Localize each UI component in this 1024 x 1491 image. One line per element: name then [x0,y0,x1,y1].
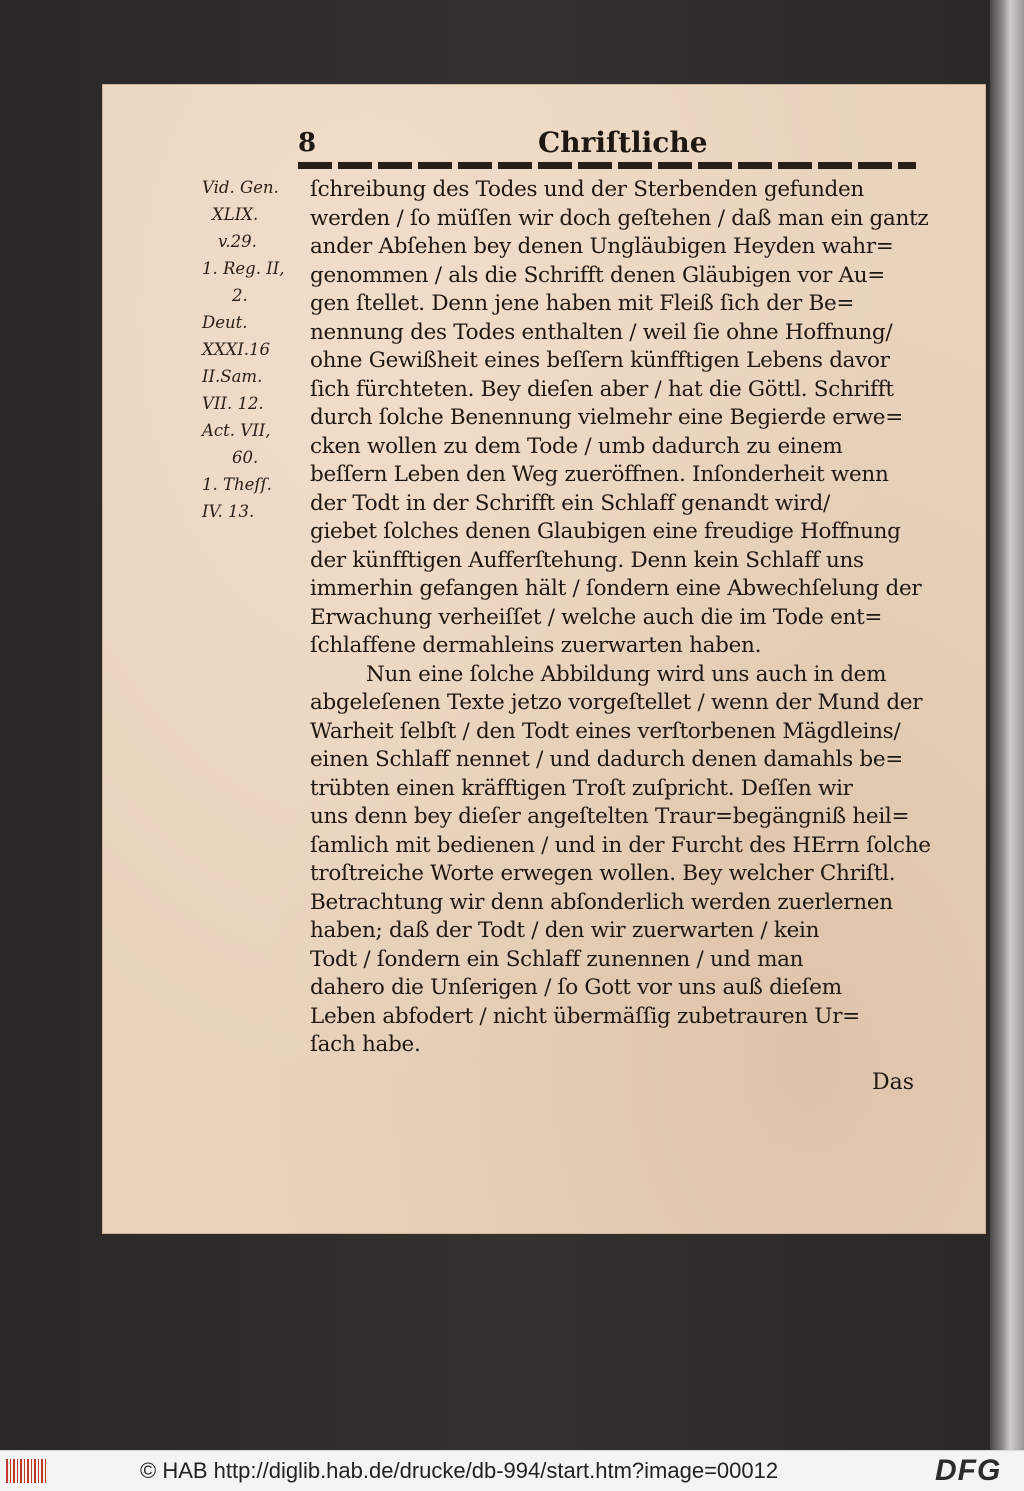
margin-note: 60. [232,448,259,467]
copyright-link[interactable]: © HAB http://diglib.hab.de/drucke/db-994/start.htm?image=00012 [140,1458,779,1483]
text-line: immerhin gefangen hält / ſondern eine Abwechſelung der [310,576,922,601]
text-line: ſamlich mit bedienen / und in der Furcht des HErrn ſolche [310,832,931,858]
margin-note: XLIX. [212,205,259,224]
margin-note: 2. [232,286,248,305]
text-line: giebet ſolches denen Glaubigen eine freudige Hoffnung [310,519,901,544]
text-line: ſach habe. [310,1032,421,1057]
text-line: ſchreibung des Todes und der Sterbenden gefunden [310,177,864,202]
text-line: Betrachtung wir denn abſonderlich werden zuerlernen [310,889,893,915]
margin-note: Deut. [202,313,248,332]
page-header [298,126,938,172]
margin-note: 1. Reg. II, [202,259,285,278]
margin-note: IV. 13. [202,502,255,521]
text-line: trübten einen kräfftigen Troſt zuſpricht. Deſſen wir [310,775,853,801]
text-line: gen ſtellet. Denn jene haben mit Fleiß ſich der Be= [310,291,855,316]
text-line: durch ſolche Benennung vielmehr eine Begierde erwe= [310,405,903,430]
text-line: dahero die Unſerigen / ſo Gott vor uns auß dieſem [310,975,842,1000]
page-number: 8 [298,128,317,158]
text-line: Todt / ſondern ein Schlaff zunennen / und man [310,946,804,972]
book-page [102,84,986,1234]
text-line: Warheit ſelbſt / den Todt eines verſtorbenen Mägdleins/ [310,718,901,744]
margin-notes [202,174,302,525]
text-line: Nun eine ſolche Abbildung wird uns auch in dem [366,661,887,687]
catchword: Das [872,1070,915,1095]
text-line: einen Schlaff nennet / und dadurch denen damahls be= [310,747,903,772]
text-line: der künfftigen Aufferſtehung. Denn kein Schlaff uns [310,547,864,573]
text-line: ander Abſehen bey denen Ungläubigen Heyden wahr= [310,234,894,259]
text-line: genommen / als die Schrifft denen Gläubigen vor Au= [310,262,886,288]
dfg-logo: DFG [935,1454,1002,1487]
margin-note: v.29. [218,232,257,251]
text-line: uns denn bey dieſer angeſtelten Traur=begängniß heil= [310,804,910,829]
margin-note: Act. VII, [202,421,271,440]
text-line: Leben abfodert / nicht übermäſſig zubetrauren Ur= [310,1003,860,1029]
text-line: werden / ſo müſſen wir doch geſtehen / daß man ein gantz [310,205,929,231]
header-rule [298,162,916,169]
book-edge [990,0,1024,1450]
text-line: haben; daß der Todt / den wir zuerwarten / kein [310,918,820,943]
running-head: Chriſtliche [538,126,708,159]
text-line: Erwachung verheiſſet / welche auch die im Tode ent= [310,604,883,630]
text-line: troſtreiche Worte erwegen wollen. Bey welcher Chriſtl. [310,861,896,886]
text-line: beſſern Leben den Weg zueröffnen. Inſonderheit wenn [310,462,889,487]
margin-note: XXXI.16 [202,340,270,359]
text-line: abgeleſenen Texte jetzo vorgeſtellet / wenn der Mund der [310,690,923,715]
hab-barcode-logo-icon [6,1459,46,1483]
footer-bar [0,1450,1024,1491]
margin-note: II.Sam. [202,367,263,386]
body-text [310,176,932,1060]
text-line: nennung des Todes enthalten / weil ſie ohne Hoffnung/ [310,319,893,345]
margin-note: 1. Theſſ. [202,475,272,494]
text-line: der Todt in der Schrifft ein Schlaff genandt wird/ [310,490,830,516]
margin-note: Vid. Gen. [202,178,279,197]
text-line: ohne Gewißheit eines beſſern künfftigen Lebens davor [310,348,890,373]
text-line: ſich fürchteten. Bey dieſen aber / hat die Göttl. Schrifft [310,376,894,402]
text-line: cken wollen zu dem Tode / umb dadurch zu einem [310,433,843,459]
text-line: ſchlaffene dermahleins zuerwarten haben. [310,633,762,658]
margin-note: VII. 12. [202,394,264,413]
